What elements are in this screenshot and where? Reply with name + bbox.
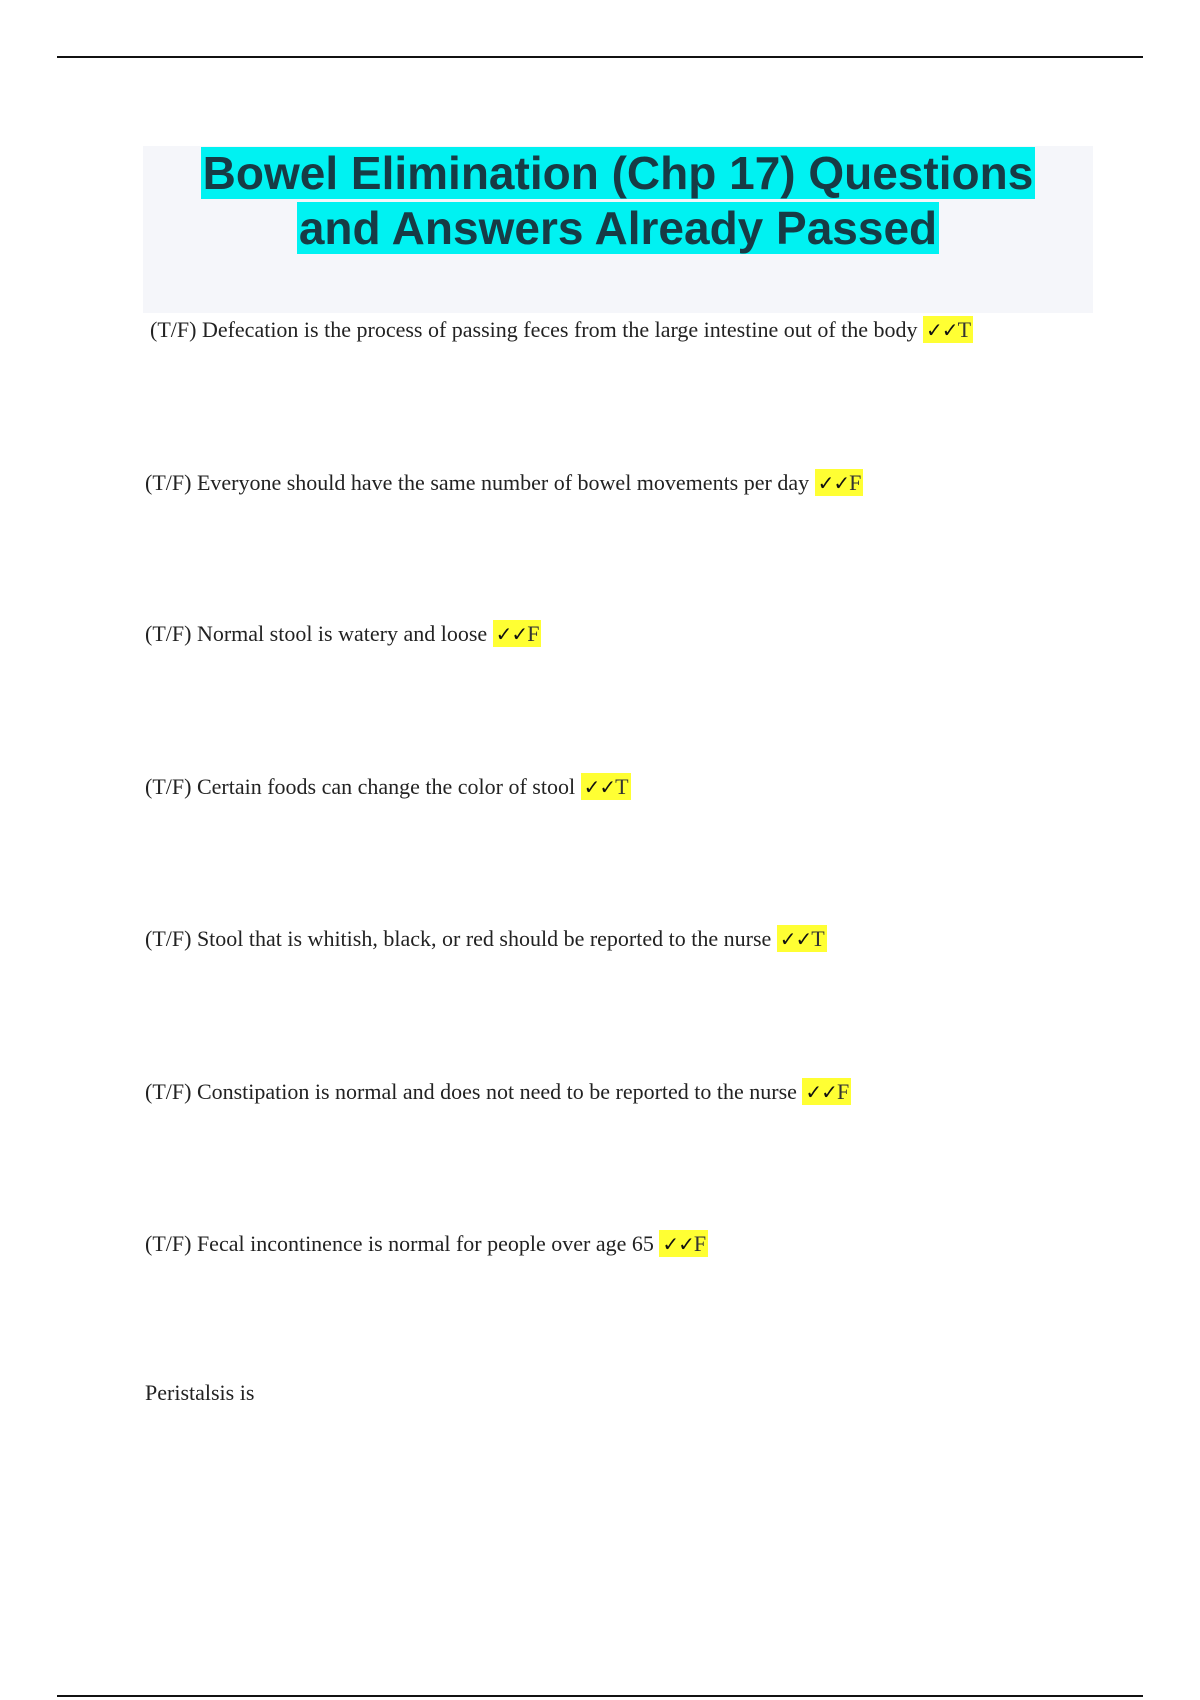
- answer-value: T: [811, 926, 825, 951]
- question-item-2: [145, 468, 863, 498]
- answer-value: F: [836, 1079, 850, 1104]
- checkmark-icon: ✓✓: [495, 622, 528, 646]
- answer-badge: [493, 620, 542, 647]
- checkmark-icon: ✓✓: [817, 471, 850, 495]
- answer-badge: [923, 316, 973, 343]
- answer-value: F: [693, 1231, 707, 1256]
- checkmark-icon: ✓✓: [805, 1080, 837, 1104]
- question-item-8: [145, 1378, 254, 1408]
- question-item-7: [145, 1229, 708, 1259]
- checkmark-icon: ✓✓: [779, 927, 812, 951]
- question-item-3: [145, 619, 541, 649]
- title-line-1: Bowel Elimination (Chp 17) Questions: [202, 147, 1034, 199]
- answer-badge: [802, 1078, 851, 1105]
- checkmark-icon: ✓✓: [662, 1232, 694, 1256]
- question-item-1: [150, 315, 973, 345]
- bottom-rule: [57, 1695, 1143, 1697]
- question-text: (T/F) Constipation is normal and does not need to be reported to the nurse: [145, 1079, 797, 1104]
- question-text: (T/F) Normal stool is watery and loose: [145, 621, 488, 646]
- question-item-4: [145, 772, 631, 802]
- answer-value: F: [849, 470, 862, 495]
- title-line-2: and Answers Already Passed: [298, 202, 938, 254]
- answer-badge: [815, 469, 864, 496]
- answer-badge: [581, 773, 631, 800]
- question-text: (T/F) Certain foods can change the color of stool: [145, 774, 576, 799]
- question-item-5: [145, 924, 827, 954]
- answer-badge: [777, 925, 827, 952]
- answer-value: F: [527, 621, 540, 646]
- answer-badge: [659, 1230, 708, 1257]
- checkmark-icon: ✓✓: [583, 775, 616, 799]
- answer-value: T: [615, 774, 629, 799]
- document-title: [143, 146, 1093, 256]
- question-text: (T/F) Everyone should have the same number of bowel movements per day: [145, 470, 810, 495]
- top-rule: [57, 56, 1143, 58]
- checkmark-icon: ✓✓: [926, 318, 958, 342]
- question-text: Peristalsis is: [145, 1380, 255, 1405]
- question-item-6: [145, 1077, 851, 1107]
- question-text: (T/F) Fecal incontinence is normal for people over age 65: [145, 1231, 654, 1256]
- answer-value: T: [957, 317, 972, 342]
- question-text: (T/F) Stool that is whitish, black, or red should be reported to the nurse: [145, 926, 772, 951]
- question-text: (T/F) Defecation is the process of passing feces from the large intestine out of the body: [150, 317, 918, 342]
